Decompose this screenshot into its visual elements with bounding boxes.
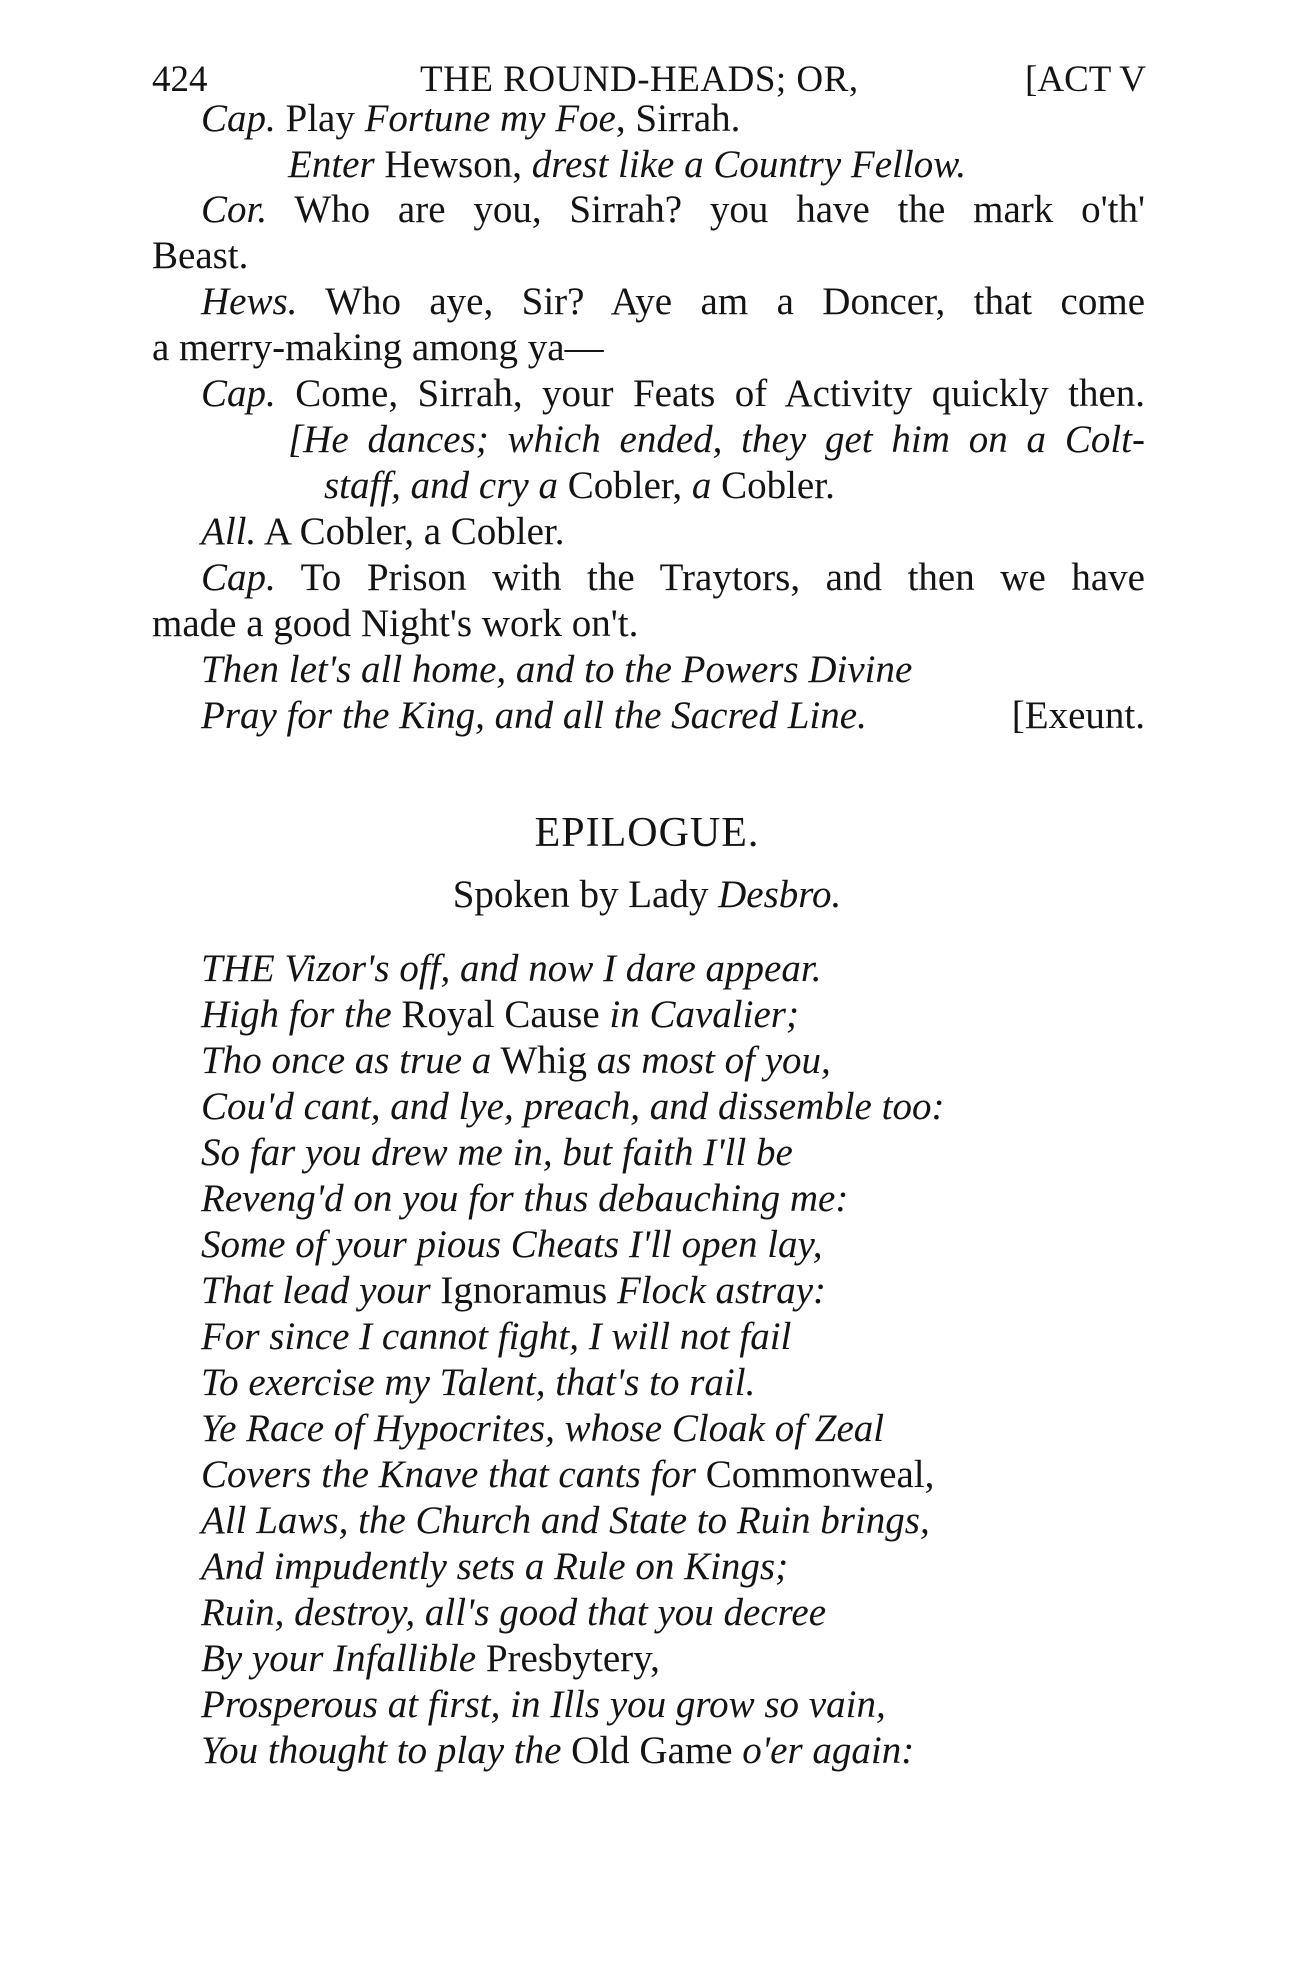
page-number: 424: [152, 59, 208, 100]
epilogue-verse-line: To exercise my Talent, that's to rail.: [201, 1361, 756, 1404]
speaker: Cap.: [201, 556, 276, 599]
epilogue-verse-line: You thought to play the Old Game o'er again:: [201, 1729, 915, 1772]
stage-direction: staff, and cry a Cobler, a Cobler.: [324, 464, 835, 507]
epilogue-verse-line: High for the Royal Cause in Cavalier;: [201, 993, 799, 1036]
verse-line: Then let's all home, and to the Powers Divine: [201, 648, 913, 691]
epilogue-verse-line: Ye Race of Hypocrites, whose Cloak of Zeal: [201, 1407, 885, 1450]
epilogue-verse-line: Prosperous at first, in Ills you grow so vain,: [201, 1683, 886, 1726]
epilogue-verse-line: Tho once as true a Whig as most of you,: [201, 1039, 831, 1082]
dialogue-line: All. A Cobler, a Cobler.: [201, 510, 565, 553]
epilogue-verse-line: And impudently sets a Rule on Kings;: [201, 1545, 789, 1588]
epilogue-verse-line: By your Infallible Presbytery,: [201, 1637, 660, 1680]
exeunt-direction: [Exeunt.: [1011, 694, 1145, 737]
speaker: Hews.: [201, 280, 298, 323]
epilogue-verse-line: Reveng'd on you for thus debauching me:: [201, 1177, 849, 1220]
dialogue-line: a merry-making among ya—: [152, 326, 604, 369]
dialogue-line: Cap. Come, Sirrah, your Feats of Activity quickly then.: [201, 372, 1146, 415]
epilogue-verse-line: Covers the Knave that cants for Commonweal,: [201, 1453, 935, 1496]
epilogue-verse-line: Cou'd cant, and lye, preach, and dissemble too:: [201, 1085, 945, 1128]
speaker: Cap.: [201, 97, 276, 140]
speaker: All.: [201, 510, 257, 553]
epilogue-verse-line: For since I cannot fight, I will not fail: [201, 1315, 792, 1358]
verse-line: Pray for the King, and all the Sacred Line. [Exeunt.: [201, 694, 1145, 737]
dialogue-line: Beast.: [152, 234, 249, 277]
dialogue-line: made a good Night's work on't.: [152, 602, 639, 645]
speaker: Cor.: [201, 188, 268, 231]
dialogue-line: Cap. Play Fortune my Foe, Sirrah.: [201, 97, 741, 140]
epilogue-verse-line: Some of your pious Cheats I'll open lay,: [201, 1223, 823, 1266]
dialogue-line: Hews. Who aye, Sir? Aye am a Doncer, that come: [201, 280, 1146, 323]
epilogue-verse-line: Ruin, destroy, all's good that you decree: [201, 1591, 827, 1634]
act-label: [ACT V: [1025, 59, 1146, 100]
epilogue-title: EPILOGUE.: [534, 810, 760, 856]
epilogue-verse-line: That lead your Ignoramus Flock astray:: [201, 1269, 826, 1312]
dialogue-line: Cap. To Prison with the Traytors, and then we have: [201, 556, 1145, 599]
epilogue-verse-line: So far you drew me in, but faith I'll be: [201, 1131, 793, 1174]
dialogue-line: Cor. Who are you, Sirrah? you have the mark o'th': [201, 188, 1146, 231]
stage-direction: Enter Hewson, drest like a Country Fellow.: [288, 143, 967, 186]
epilogue-verse-line: THE Vizor's off, and now I dare appear.: [201, 947, 822, 990]
epilogue-subtitle: Spoken by Lady Desbro.: [452, 873, 842, 916]
epilogue-verse-line: All Laws, the Church and State to Ruin brings,: [201, 1499, 930, 1542]
running-title: THE ROUND-HEADS; OR,: [420, 59, 859, 100]
speaker: Cap.: [201, 372, 276, 415]
stage-direction: [He dances; which ended, they get him on a Colt-: [288, 418, 1145, 461]
